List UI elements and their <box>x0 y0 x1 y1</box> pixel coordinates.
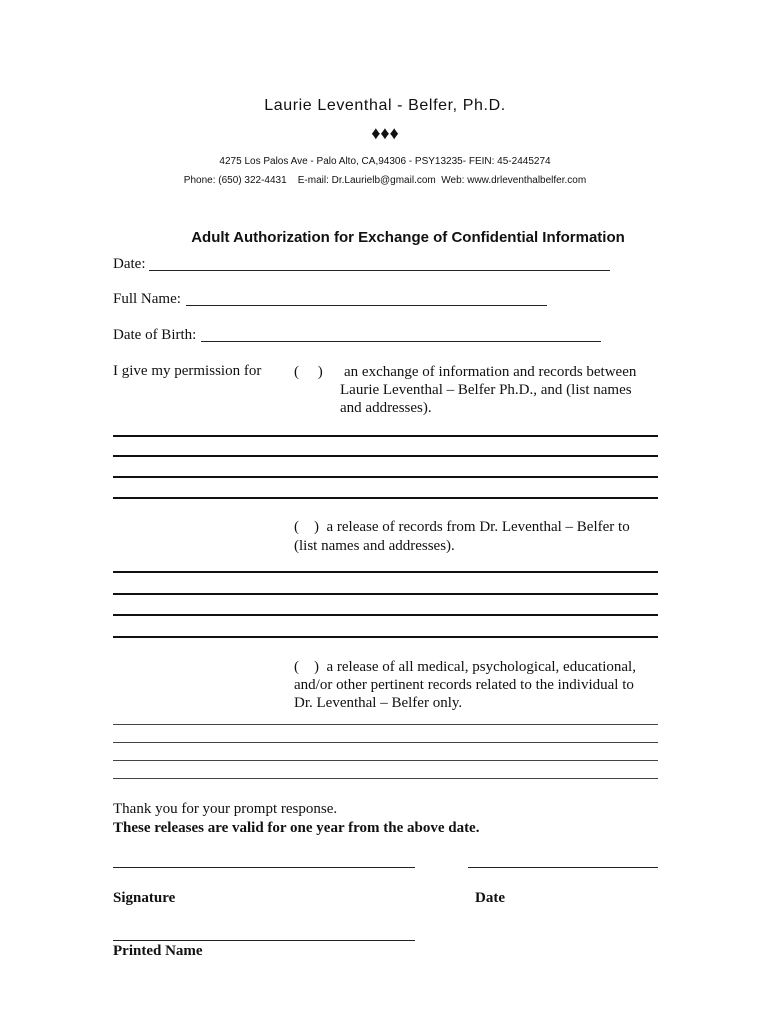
diamond-ornament-icon: ♦♦♦ <box>371 123 399 143</box>
printed-name-field[interactable] <box>113 940 415 941</box>
thanks-text: Thank you for your prompt response. <box>113 801 338 817</box>
dob-label: Date of Birth: <box>113 327 197 343</box>
date-field[interactable] <box>149 270 610 271</box>
option3-entry-line[interactable] <box>113 724 658 725</box>
full-name-field[interactable] <box>186 305 547 306</box>
validity-text: These releases are valid for one year from the above date. <box>113 820 480 836</box>
option3-text-line2: and/or other pertinent records related to the individual to <box>294 677 634 693</box>
option1-entry-line[interactable] <box>113 497 658 499</box>
practitioner-name: Laurie Leventhal - Belfer, Ph.D. <box>264 97 506 114</box>
option3-text-line1[interactable]: ( ) a release of all medical, psychological, educational, <box>294 659 636 675</box>
option1-text-line3: and addresses). <box>340 400 432 416</box>
signature-date-field[interactable] <box>468 867 658 868</box>
option1-checkbox[interactable]: ( ) <box>294 364 323 380</box>
option1-entry-line[interactable] <box>113 435 658 437</box>
signature-date-label: Date <box>475 890 505 906</box>
option3-entry-line[interactable] <box>113 760 658 761</box>
option3-entry-line[interactable] <box>113 742 658 743</box>
full-name-label: Full Name: <box>113 291 181 307</box>
option2-text-line1[interactable]: ( ) a release of records from Dr. Leventhal – Belfer to <box>294 519 630 535</box>
option2-text-line2: (list names and addresses). <box>294 538 455 554</box>
option1-entry-line[interactable] <box>113 455 658 457</box>
option1-entry-line[interactable] <box>113 476 658 478</box>
option2-entry-line[interactable] <box>113 614 658 616</box>
form-title: Adult Authorization for Exchange of Confidential Information <box>191 229 625 246</box>
option2-entry-line[interactable] <box>113 593 658 595</box>
signature-field[interactable] <box>113 867 415 868</box>
option3-entry-line[interactable] <box>113 778 658 779</box>
option2-entry-line[interactable] <box>113 636 658 638</box>
signature-label: Signature <box>113 890 176 906</box>
contact-line: Phone: (650) 322-4431 E-mail: Dr.Laurielb@gmail.com Web: www.drleventhalbelfer.com <box>183 175 587 186</box>
option1-text-line1: an exchange of information and records between <box>344 364 637 380</box>
option3-text-line3: Dr. Leventhal – Belfer only. <box>294 695 463 711</box>
date-label: Date: <box>113 256 146 272</box>
option1-text-line2: Laurie Leventhal – Belfer Ph.D., and (list names <box>340 382 632 398</box>
address-line: 4275 Los Palos Ave - Palo Alto, CA,94306 - PSY13235- FEIN: 45-2445274 <box>219 156 551 167</box>
option2-entry-line[interactable] <box>113 571 658 573</box>
printed-name-label: Printed Name <box>113 943 203 959</box>
permission-label: I give my permission for <box>113 363 262 379</box>
dob-field[interactable] <box>201 341 601 342</box>
